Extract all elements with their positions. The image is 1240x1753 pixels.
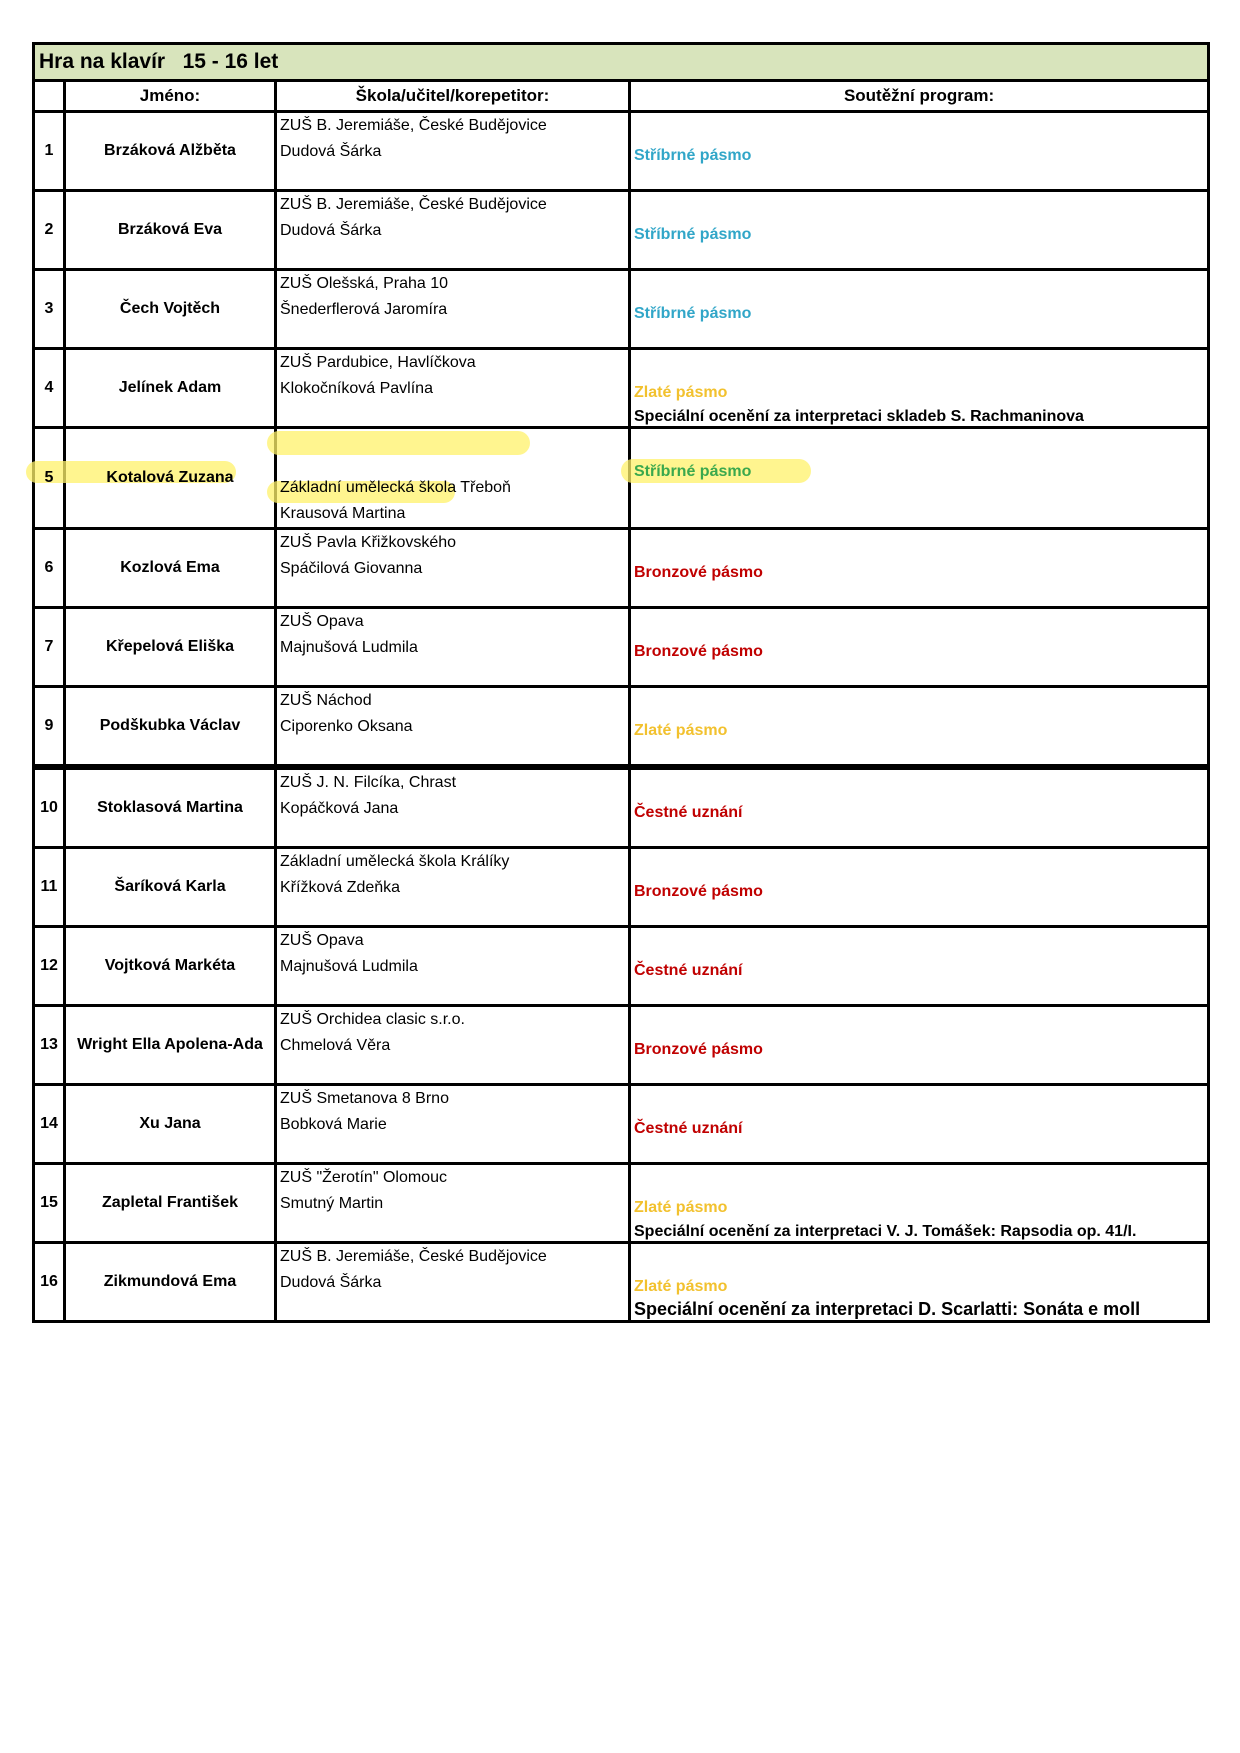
entry-school-cell <box>276 1243 630 1322</box>
table-row <box>34 608 1209 687</box>
entry-award-cell <box>630 687 1209 768</box>
entry-teacher: Krausová Martina <box>280 505 406 522</box>
entry-school-cell <box>276 1164 630 1243</box>
entry-name: Zapletal František <box>101 1194 239 1211</box>
entry-award-cell <box>630 1085 1209 1164</box>
entry-name-cell <box>65 270 276 349</box>
entry-number <box>34 529 65 608</box>
entry-number <box>34 767 65 848</box>
entry-number <box>34 349 65 428</box>
entry-name-cell <box>65 1164 276 1243</box>
table-row <box>34 1243 1209 1322</box>
entry-name: Zikmundová Ema <box>103 1273 237 1290</box>
entry-teacher: Majnušová Ludmila <box>280 958 418 975</box>
entry-number-text: 10 <box>40 799 58 816</box>
entry-number <box>34 270 65 349</box>
entry-name-cell <box>65 1006 276 1085</box>
award-label: Zlaté pásmo <box>634 1278 728 1295</box>
highlighter-mark <box>267 431 530 455</box>
entry-number <box>34 1006 65 1085</box>
entry-number-text: 11 <box>40 878 58 895</box>
entry-school: ZUŠ Opava <box>280 932 364 949</box>
column-header-name: Jméno: <box>65 81 276 112</box>
entry-number-text: 16 <box>40 1273 58 1290</box>
table-row <box>34 848 1209 927</box>
table-row <box>34 112 1209 191</box>
entry-award-cell <box>630 191 1209 270</box>
table-title-row <box>34 44 1209 81</box>
entry-number <box>34 112 65 191</box>
table-row <box>34 1006 1209 1085</box>
column-header-school: Škola/učitel/korepetitor: <box>276 81 630 112</box>
entry-name: Šaríková Karla <box>114 878 226 895</box>
entry-teacher: Majnušová Ludmila <box>280 639 418 656</box>
entry-school-cell <box>276 848 630 927</box>
entry-school-cell <box>276 270 630 349</box>
table-row <box>34 767 1209 848</box>
entry-number <box>34 1085 65 1164</box>
entry-school: ZUŠ Pardubice, Havlíčkova <box>280 354 476 371</box>
table-row <box>34 529 1209 608</box>
entry-teacher: Šnederflerová Jaromíra <box>280 301 448 318</box>
entry-school: ZUŠ B. Jeremiáše, České Budějovice <box>280 1248 547 1265</box>
table-title: Hra na klavír 15 - 16 let <box>34 44 1209 81</box>
award-label: Stříbrné pásmo <box>634 147 752 164</box>
entry-number-text: 3 <box>44 300 54 317</box>
entry-school-cell <box>276 1006 630 1085</box>
entry-award-cell <box>630 767 1209 848</box>
entry-school-cell <box>276 191 630 270</box>
entry-award-cell <box>630 349 1209 428</box>
entry-school-cell <box>276 529 630 608</box>
entry-school: Základní umělecká škola Králíky <box>280 853 510 870</box>
award-label: Stříbrné pásmo <box>634 463 752 480</box>
table-row <box>34 1164 1209 1243</box>
award-label: Čestné uznání <box>634 1120 743 1137</box>
entry-teacher: Spáčilová Giovanna <box>280 560 423 577</box>
entry-name-cell <box>65 1085 276 1164</box>
entry-name-cell <box>65 687 276 768</box>
entry-number-text: 14 <box>40 1115 58 1132</box>
entry-teacher: Klokočníková Pavlína <box>280 380 433 397</box>
entry-award-cell <box>630 270 1209 349</box>
entry-award-cell <box>630 1006 1209 1085</box>
entry-teacher: Křížková Zdeňka <box>280 879 401 896</box>
entry-number <box>34 1243 65 1322</box>
entry-school: ZUŠ B. Jeremiáše, České Budějovice <box>280 117 547 134</box>
entry-award-cell <box>630 1164 1209 1243</box>
entry-number-text: 6 <box>44 559 54 576</box>
award-label: Bronzové pásmo <box>634 564 763 581</box>
entry-name: Xu Jana <box>139 1115 201 1132</box>
entry-award-cell <box>630 848 1209 927</box>
table-row <box>34 191 1209 270</box>
entry-teacher: Bobková Marie <box>280 1116 387 1133</box>
entry-number-text: 5 <box>44 469 54 486</box>
entry-school-cell <box>276 349 630 428</box>
entry-name: Brzáková Eva <box>117 221 223 238</box>
entry-award-cell <box>630 529 1209 608</box>
entry-school-cell <box>276 687 630 768</box>
entry-school: ZUŠ Smetanova 8 Brno <box>280 1090 449 1107</box>
column-header-number <box>34 81 65 112</box>
entry-number <box>34 848 65 927</box>
entry-name: Wright Ella Apolena-Ada <box>77 1036 263 1053</box>
entry-number <box>34 927 65 1006</box>
table-row <box>34 927 1209 1006</box>
award-label: Zlaté pásmo <box>634 384 728 401</box>
entry-number-text: 4 <box>44 379 54 396</box>
entry-award-cell <box>630 112 1209 191</box>
entry-school: ZUŠ Opava <box>280 613 364 630</box>
entry-number <box>34 608 65 687</box>
entry-number-text: 13 <box>40 1036 58 1053</box>
entry-name-cell <box>65 767 276 848</box>
entry-school: ZUŠ J. N. Filcíka, Chrast <box>280 774 457 791</box>
column-header-program: Soutěžní program: <box>630 81 1209 112</box>
entry-teacher: Ciporenko Oksana <box>280 718 413 735</box>
entry-name: Podškubka Václav <box>99 717 241 734</box>
entry-teacher: Chmelová Věra <box>280 1037 391 1054</box>
entry-award-cell <box>630 1243 1209 1322</box>
special-award: Speciální ocenění za interpretaci V. J. Tomášek: Rapsodia op. 41/I. <box>634 1223 1137 1240</box>
entry-school: ZUŠ Orchidea clasic s.r.o. <box>280 1011 465 1028</box>
entry-school: ZUŠ Pavla Křižkovského <box>280 534 457 551</box>
entry-school-cell <box>276 1085 630 1164</box>
entry-name: Vojtková Markéta <box>104 957 236 974</box>
entry-name-cell <box>65 1243 276 1322</box>
entry-number <box>34 1164 65 1243</box>
entry-name-cell <box>65 848 276 927</box>
award-label: Stříbrné pásmo <box>634 305 752 322</box>
entry-name-cell <box>65 927 276 1006</box>
entry-school-cell <box>276 927 630 1006</box>
entry-name-cell <box>65 112 276 191</box>
entry-award-cell <box>630 927 1209 1006</box>
entry-school: Základní umělecká škola Třeboň <box>280 479 511 496</box>
entry-number-text: 9 <box>44 717 54 734</box>
award-label: Bronzové pásmo <box>634 1041 763 1058</box>
entry-school: ZUŠ B. Jeremiáše, České Budějovice <box>280 196 547 213</box>
entry-name: Čech Vojtěch <box>119 300 221 317</box>
entry-teacher: Dudová Šárka <box>280 143 382 160</box>
column-header-row <box>34 81 1209 112</box>
entry-number <box>34 191 65 270</box>
entry-name: Kotalová Zuzana <box>106 469 234 486</box>
entry-name: Stoklasová Martina <box>97 799 243 816</box>
table-row <box>34 1085 1209 1164</box>
entry-name: Kozlová Ema <box>120 559 220 576</box>
entry-number-text: 12 <box>40 957 58 974</box>
entry-award-cell <box>630 608 1209 687</box>
entry-school-cell <box>276 767 630 848</box>
table-row <box>34 270 1209 349</box>
entry-number-text: 1 <box>44 142 54 159</box>
entry-teacher: Smutný Martin <box>280 1195 384 1212</box>
entry-teacher: Kopáčková Jana <box>280 800 399 817</box>
award-label: Stříbrné pásmo <box>634 226 752 243</box>
award-label: Čestné uznání <box>634 804 743 821</box>
entry-name-cell <box>65 349 276 428</box>
entry-teacher: Dudová Šárka <box>280 1274 382 1291</box>
special-award: Speciální ocenění za interpretaci skladeb S. Rachmaninova <box>634 408 1084 425</box>
award-label: Bronzové pásmo <box>634 883 763 900</box>
award-label: Bronzové pásmo <box>634 643 763 660</box>
award-label: Zlaté pásmo <box>634 1199 728 1216</box>
entry-name-cell <box>65 191 276 270</box>
entry-school: ZUŠ Náchod <box>280 692 372 709</box>
entry-number-text: 7 <box>44 638 54 655</box>
entry-school-cell <box>276 608 630 687</box>
award-label: Čestné uznání <box>634 962 743 979</box>
entry-number <box>34 687 65 768</box>
entry-award-cell <box>630 428 1209 529</box>
entry-name: Křepelová Eliška <box>105 638 235 655</box>
entry-name-cell <box>65 428 276 529</box>
entry-school: ZUŠ "Žerotín" Olomouc <box>280 1169 447 1186</box>
entry-number-text: 15 <box>40 1194 58 1211</box>
entry-name: Brzáková Alžběta <box>104 142 236 159</box>
results-table <box>32 42 1210 1323</box>
entry-school-cell <box>276 428 630 529</box>
entry-name-cell <box>65 608 276 687</box>
entry-school-cell <box>276 112 630 191</box>
entry-number-text: 2 <box>44 221 54 238</box>
table-row <box>34 687 1209 768</box>
entry-name: Jelínek Adam <box>118 379 222 396</box>
table-row <box>34 349 1209 428</box>
award-label: Zlaté pásmo <box>634 722 728 739</box>
entry-teacher: Dudová Šárka <box>280 222 382 239</box>
table-row <box>34 428 1209 529</box>
entry-name-cell <box>65 529 276 608</box>
special-award: Speciální ocenění za interpretaci D. Scarlatti: Sonáta e moll <box>634 1299 1141 1319</box>
entry-school: ZUŠ Olešská, Praha 10 <box>280 275 449 292</box>
